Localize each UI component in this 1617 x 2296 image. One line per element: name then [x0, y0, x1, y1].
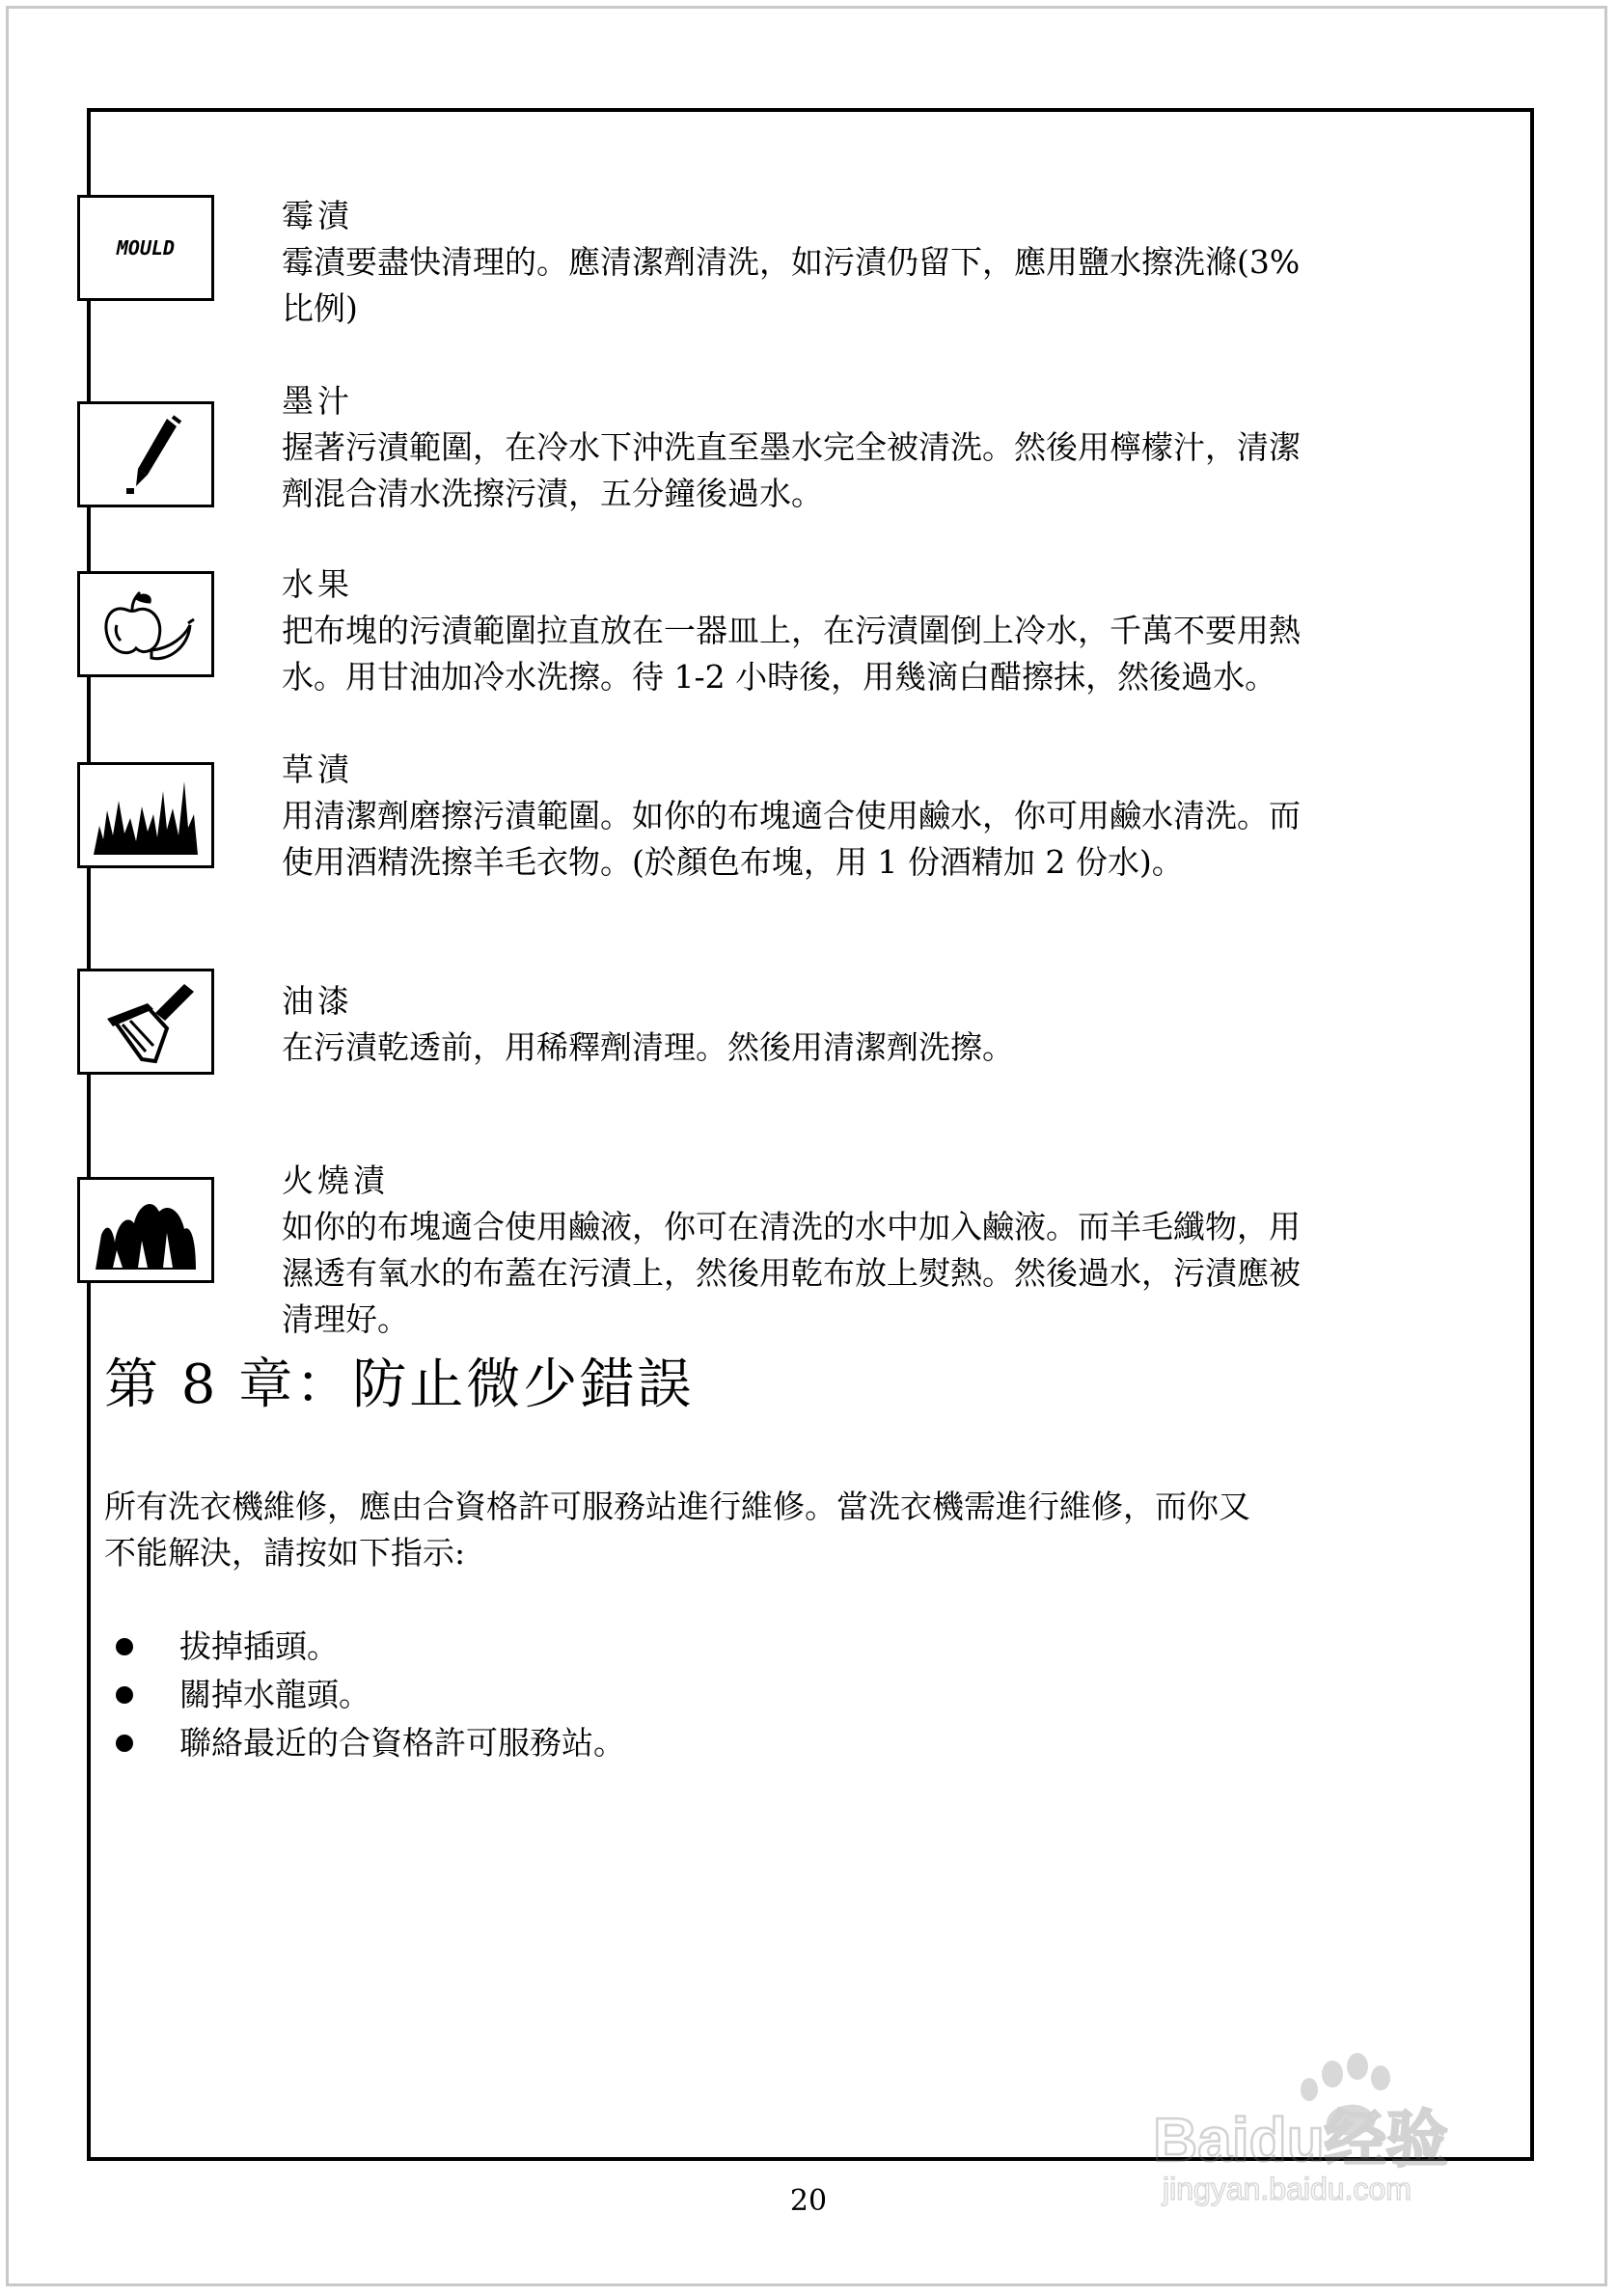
fruit-icon [77, 571, 214, 677]
ink-pen-icon [77, 401, 214, 507]
stain-desc-line: 水。用甘油加冷水洗擦。待 1-2 小時後，用幾滴白醋擦抹，然後過水。 [282, 658, 1277, 696]
stain-desc-line: 握著污漬範圍，在冷水下沖洗直至墨水完全被清洗。然後用檸檬汁，清潔 [282, 428, 1301, 466]
instruction-list [116, 1623, 625, 1767]
instruction-item [116, 1719, 625, 1767]
instruction-item [116, 1671, 625, 1719]
instruction-item [116, 1623, 625, 1671]
stain-desc-line: 在污漬乾透前，用稀釋劑清理。然後用清潔劑洗擦。 [282, 1028, 1014, 1066]
stain-title: 火燒漬 [282, 1162, 389, 1199]
stain-text-fruit [282, 561, 1382, 700]
stain-desc-line: 比例) [282, 289, 358, 327]
stain-title: 墨汁 [282, 382, 353, 420]
stain-desc-line: 霉漬要盡快清理的。應清潔劑清洗，如污漬仍留下，應用鹽水擦洗滌(3% [282, 243, 1301, 281]
stain-title: 霉漬 [282, 197, 353, 234]
chapter-intro-line: 所有洗衣機維修，應由合資格許可服務站進行維修。當洗衣機需進行維修，而你又 [104, 1488, 1250, 1525]
stain-text-scorch [282, 1158, 1382, 1343]
stain-desc-line: 用清潔劑磨擦污漬範圍。如你的布塊適合使用鹼水，你可用鹼水清洗。而 [282, 797, 1301, 834]
stain-title: 草漬 [282, 751, 353, 788]
instruction-text: 關掉水龍頭。 [179, 1676, 370, 1713]
page-number: 20 [789, 2184, 828, 2218]
stain-title: 油漆 [282, 982, 353, 1020]
stain-desc-line: 如你的布塊適合使用鹼液，你可在清洗的水中加入鹼液。而羊毛纖物，用 [282, 1208, 1301, 1245]
stain-desc-line: 把布塊的污漬範圍拉直放在一器皿上，在污漬圍倒上冷水，千萬不要用熱 [282, 612, 1301, 649]
bullet-dot-icon [116, 1638, 133, 1655]
mould-icon-label: MOULD [116, 236, 176, 260]
grass-icon [77, 762, 214, 868]
bullet-dot-icon [116, 1735, 133, 1752]
chapter-intro-line: 不能解決，請按如下指示: [104, 1534, 466, 1572]
baidu-watermark [1143, 2045, 1529, 2209]
bullet-dot-icon [116, 1686, 133, 1704]
stain-desc-line: 濕透有氧水的布蓋在污漬上，然後用乾布放上熨熱。然後過水，污漬應被 [282, 1254, 1301, 1292]
chapter-intro [104, 1484, 1474, 1576]
stain-text-grass [282, 747, 1382, 886]
stain-text-ink [282, 378, 1382, 517]
stain-desc-line: 劑混合清水洗擦污漬，五分鐘後過水。 [282, 475, 823, 512]
stain-text-mould [282, 193, 1382, 332]
mould-label-icon [77, 195, 214, 301]
stain-desc-line: 使用酒精洗擦羊毛衣物。(於顏色布塊，用 1 份酒精加 2 份水)。 [282, 843, 1184, 881]
chapter-title: 第 8 章：防止微少錯誤 [104, 1353, 695, 1416]
watermark-brand: Baidu经验 [1153, 2105, 1448, 2174]
fire-icon [77, 1177, 214, 1283]
instruction-text: 聯絡最近的合資格許可服務站。 [179, 1724, 625, 1762]
watermark-url: jingyan.baidu.com [1163, 2172, 1411, 2206]
instruction-text: 拔掉插頭。 [179, 1627, 339, 1665]
stain-desc-line: 清理好。 [282, 1300, 409, 1338]
stain-title: 水果 [282, 565, 353, 603]
stain-text-paint [282, 978, 1382, 1071]
paint-brush-icon [77, 969, 214, 1075]
